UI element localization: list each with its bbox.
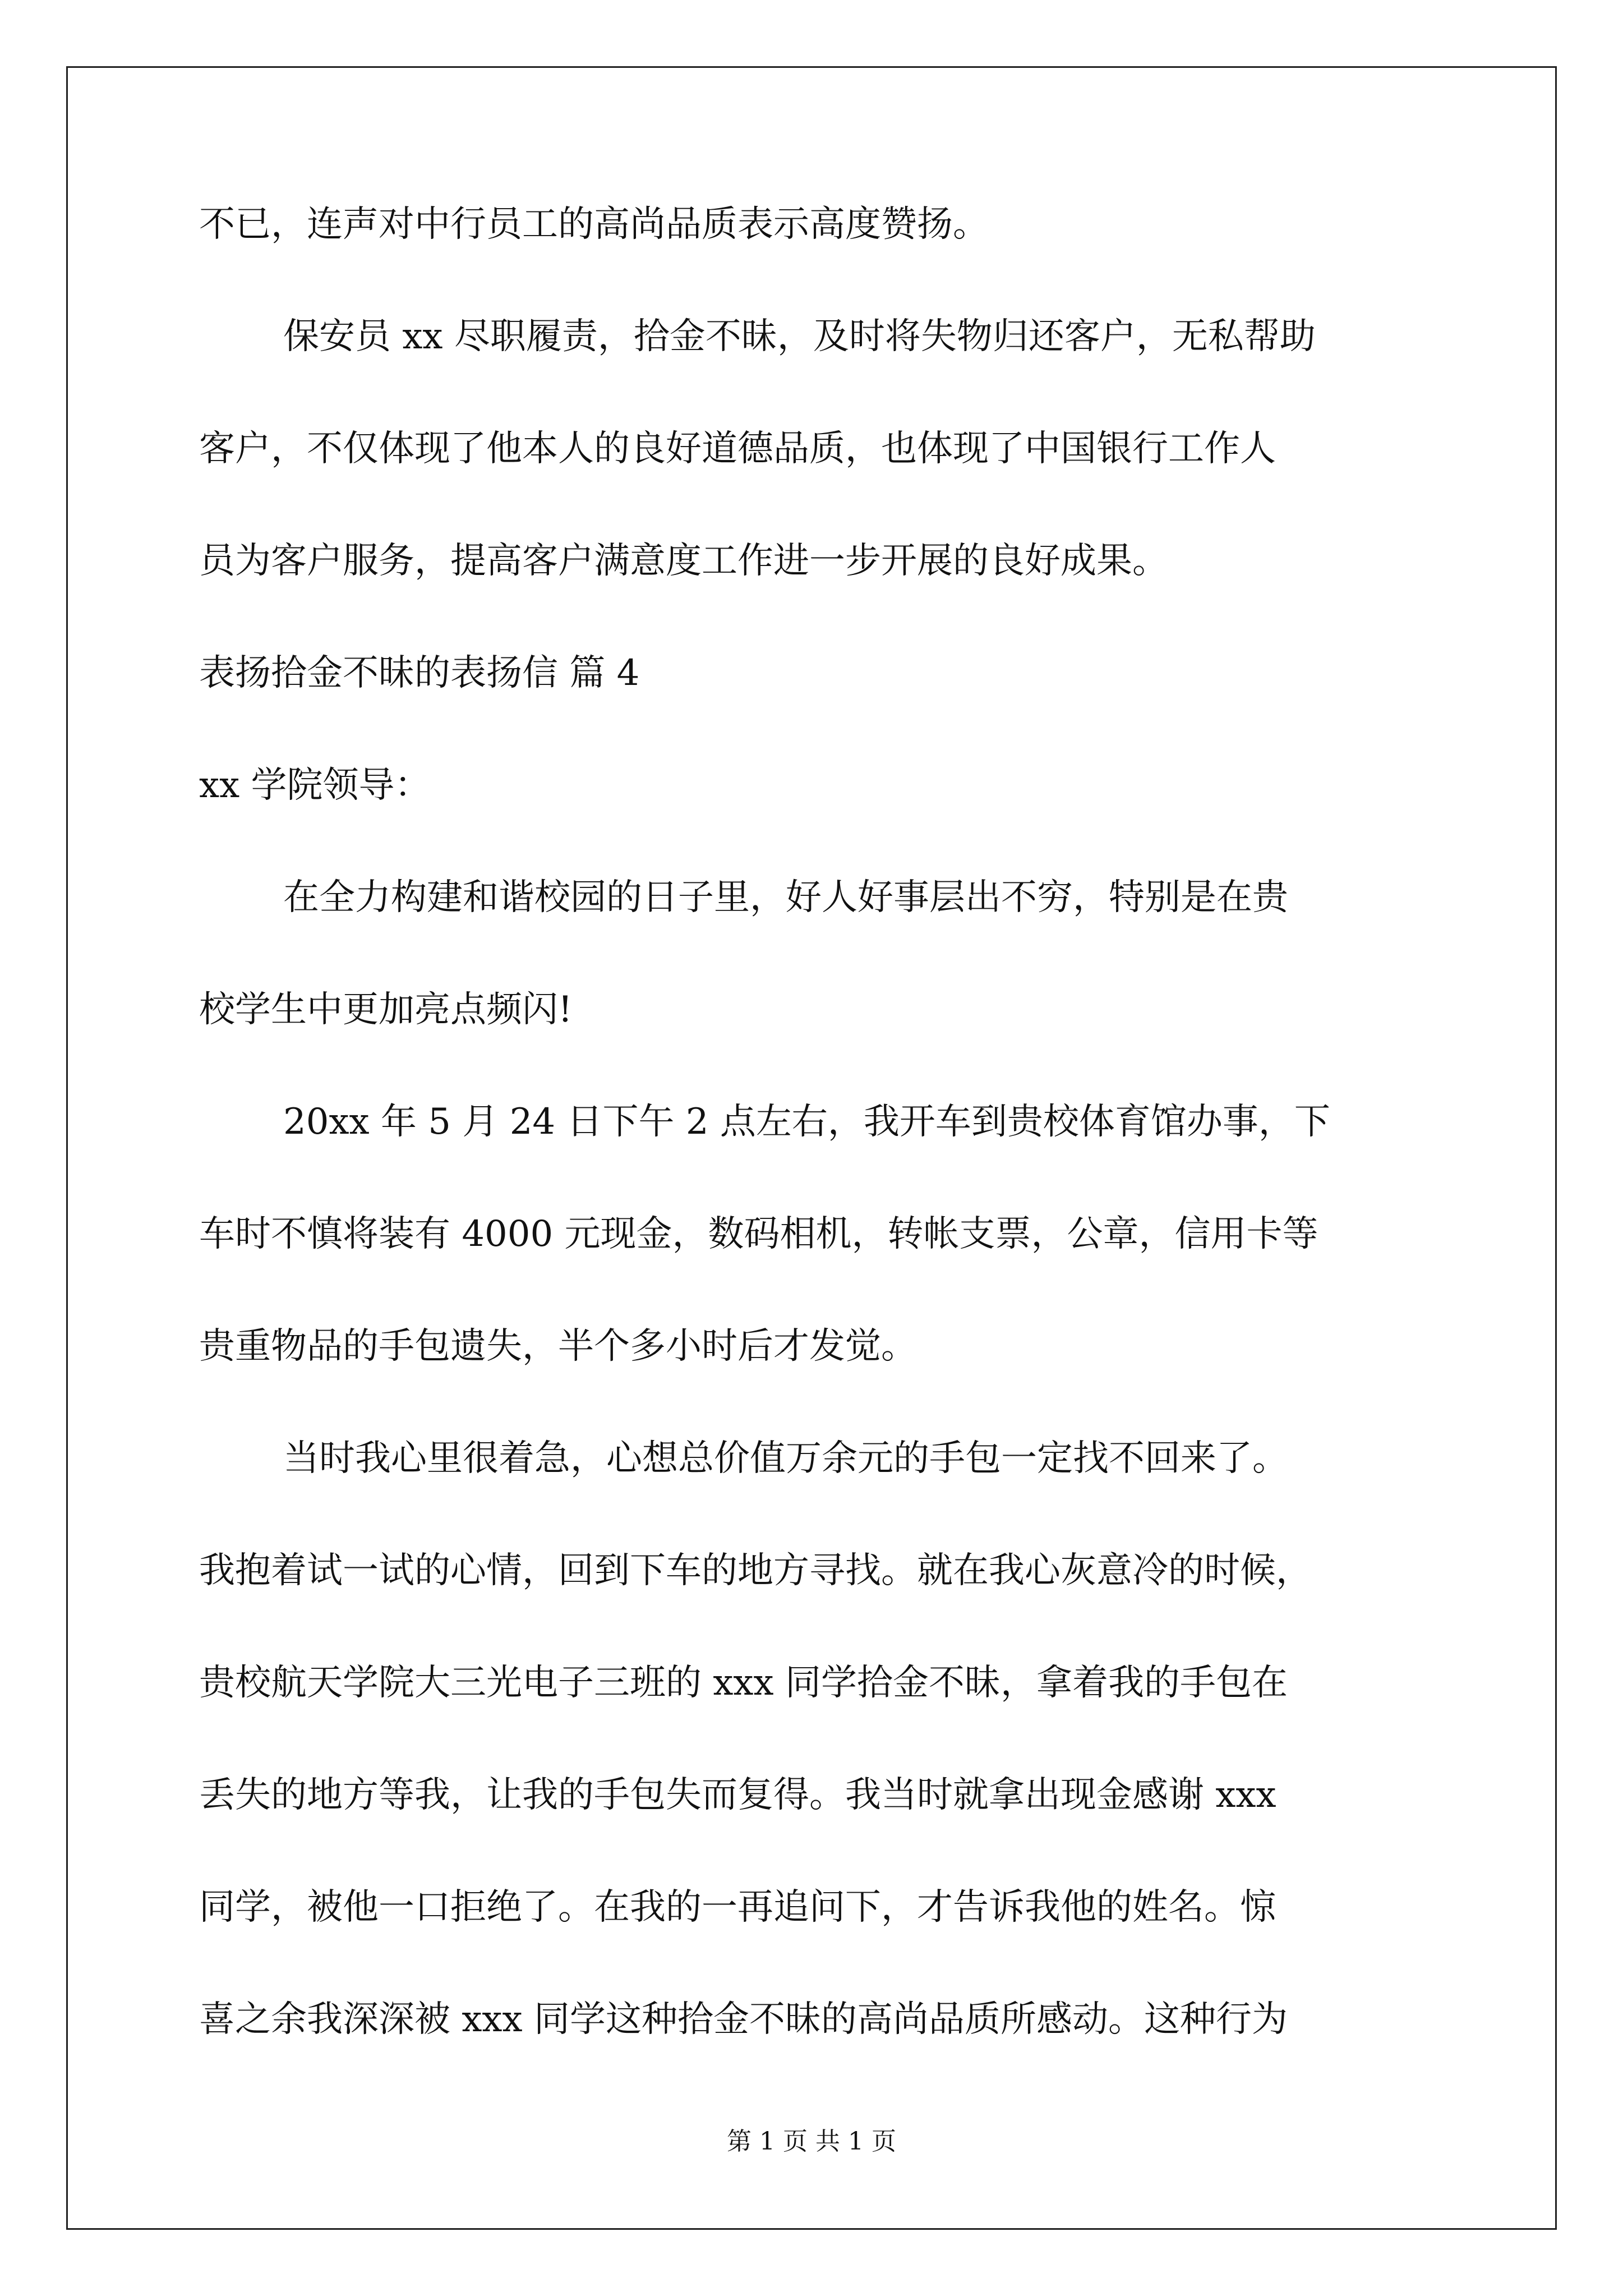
text-line: 贵校航天学院大三光电子三班的 xxx 同学拾金不昧，拿着我的手包在 <box>199 1662 1288 1704</box>
text-line: 车时不慎将装有 4000 元现金，数码相机，转帐支票，公章，信用卡等 <box>199 1213 1318 1255</box>
text-line: 我抱着试一试的心情，回到下车的地方寻找。就在我心灰意冷的时候， <box>199 1550 1312 1591</box>
text-line: 保安员 xx 尽职履责，拾金不昧，及时将失物归还客户，无私帮助 <box>283 316 1316 357</box>
salutation: xx 学院领导： <box>199 765 431 806</box>
text-line: 20xx 年 5 月 24 日下午 2 点左右，我开车到贵校体育馆办事，下 <box>283 1101 1330 1143</box>
text-line: 当时我心里很着急，心想总价值万余元的手包一定找不回来了。 <box>283 1438 1288 1479</box>
text-line: 客户，不仅体现了他本人的良好道德品质，也体现了中国银行工作人 <box>199 428 1276 470</box>
section-heading: 表扬拾金不昧的表扬信 篇 4 <box>199 652 640 694</box>
page-footer: 第 1 页 共 1 页 <box>727 2127 896 2156</box>
text-line: 校学生中更加亮点频闪! <box>199 989 573 1030</box>
text-line: 在全力构建和谐校园的日子里，好人好事层出不穷，特别是在贵 <box>283 877 1288 918</box>
text-line: 同学，被他一口拒绝了。在我的一再追问下，才告诉我他的姓名。惊 <box>199 1887 1276 1928</box>
text-line: 员为客户服务，提高客户满意度工作进一步开展的良好成果。 <box>199 540 1168 582</box>
text-line: 不已，连声对中行员工的高尚品质表示高度赞扬。 <box>199 204 989 245</box>
text-line: 喜之余我深深被 xxx 同学这种拾金不昧的高尚品质所感动。这种行为 <box>199 1999 1288 2040</box>
text-line: 丢失的地方等我，让我的手包失而复得。我当时就拿出现金感谢 xxx <box>199 1774 1276 1816</box>
text-line: 贵重物品的手包遗失，半个多小时后才发觉。 <box>199 1326 917 1367</box>
